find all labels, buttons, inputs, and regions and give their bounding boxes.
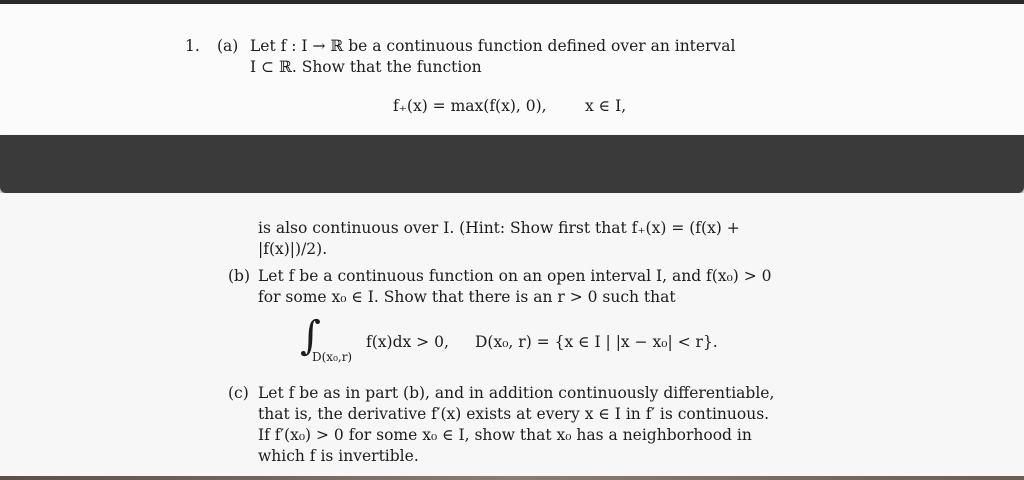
part-a-label: (a) (217, 37, 239, 55)
part-c-line-2: that is, the derivative f′(x) exists at every x ∈ I in f′ is continuous. (258, 405, 770, 423)
part-a-equation-domain: x ∈ I, (585, 97, 627, 115)
paper-upper-region (0, 4, 1024, 135)
part-a-line-3: is also continuous over I. (Hint: Show first that f₊(x) = (f(x) + (258, 219, 740, 237)
part-c-line-3: If f′(x₀) > 0 for some x₀ ∈ I, show that x₀ has a neighborhood in (258, 426, 752, 444)
integral-subscript: D(x₀,r) (312, 350, 353, 364)
part-a-line-4: |f(x)|)/2). (258, 240, 328, 258)
part-c-line-4: which f is invertible. (258, 447, 419, 465)
overlay-dark-bar (0, 135, 1024, 193)
page-bottom-edge (0, 476, 1024, 480)
part-b-line-1: Let f be a continuous function on an open interval I, and f(x₀) > 0 (258, 267, 772, 285)
part-b-label: (b) (228, 267, 251, 285)
part-a-equation: f₊(x) = max(f(x), 0), (393, 97, 547, 115)
set-definition: D(x₀, r) = {x ∈ I | |x − x₀| < r}. (475, 333, 718, 351)
problem-number: 1. (185, 37, 200, 55)
part-a-line-1: Let f : I → ℝ be a continuous function defined over an interval (250, 37, 736, 55)
integral-body: f(x)dx > 0, (366, 333, 449, 351)
part-a-line-2: I ⊂ ℝ. Show that the function (250, 58, 482, 76)
integral-sign: ∫ (300, 313, 321, 359)
part-c-line-1: Let f be as in part (b), and in addition continuously differentiable, (258, 384, 775, 402)
part-c-label: (c) (228, 384, 249, 402)
part-b-line-2: for some x₀ ∈ I. Show that there is an r > 0 such that (258, 288, 676, 306)
